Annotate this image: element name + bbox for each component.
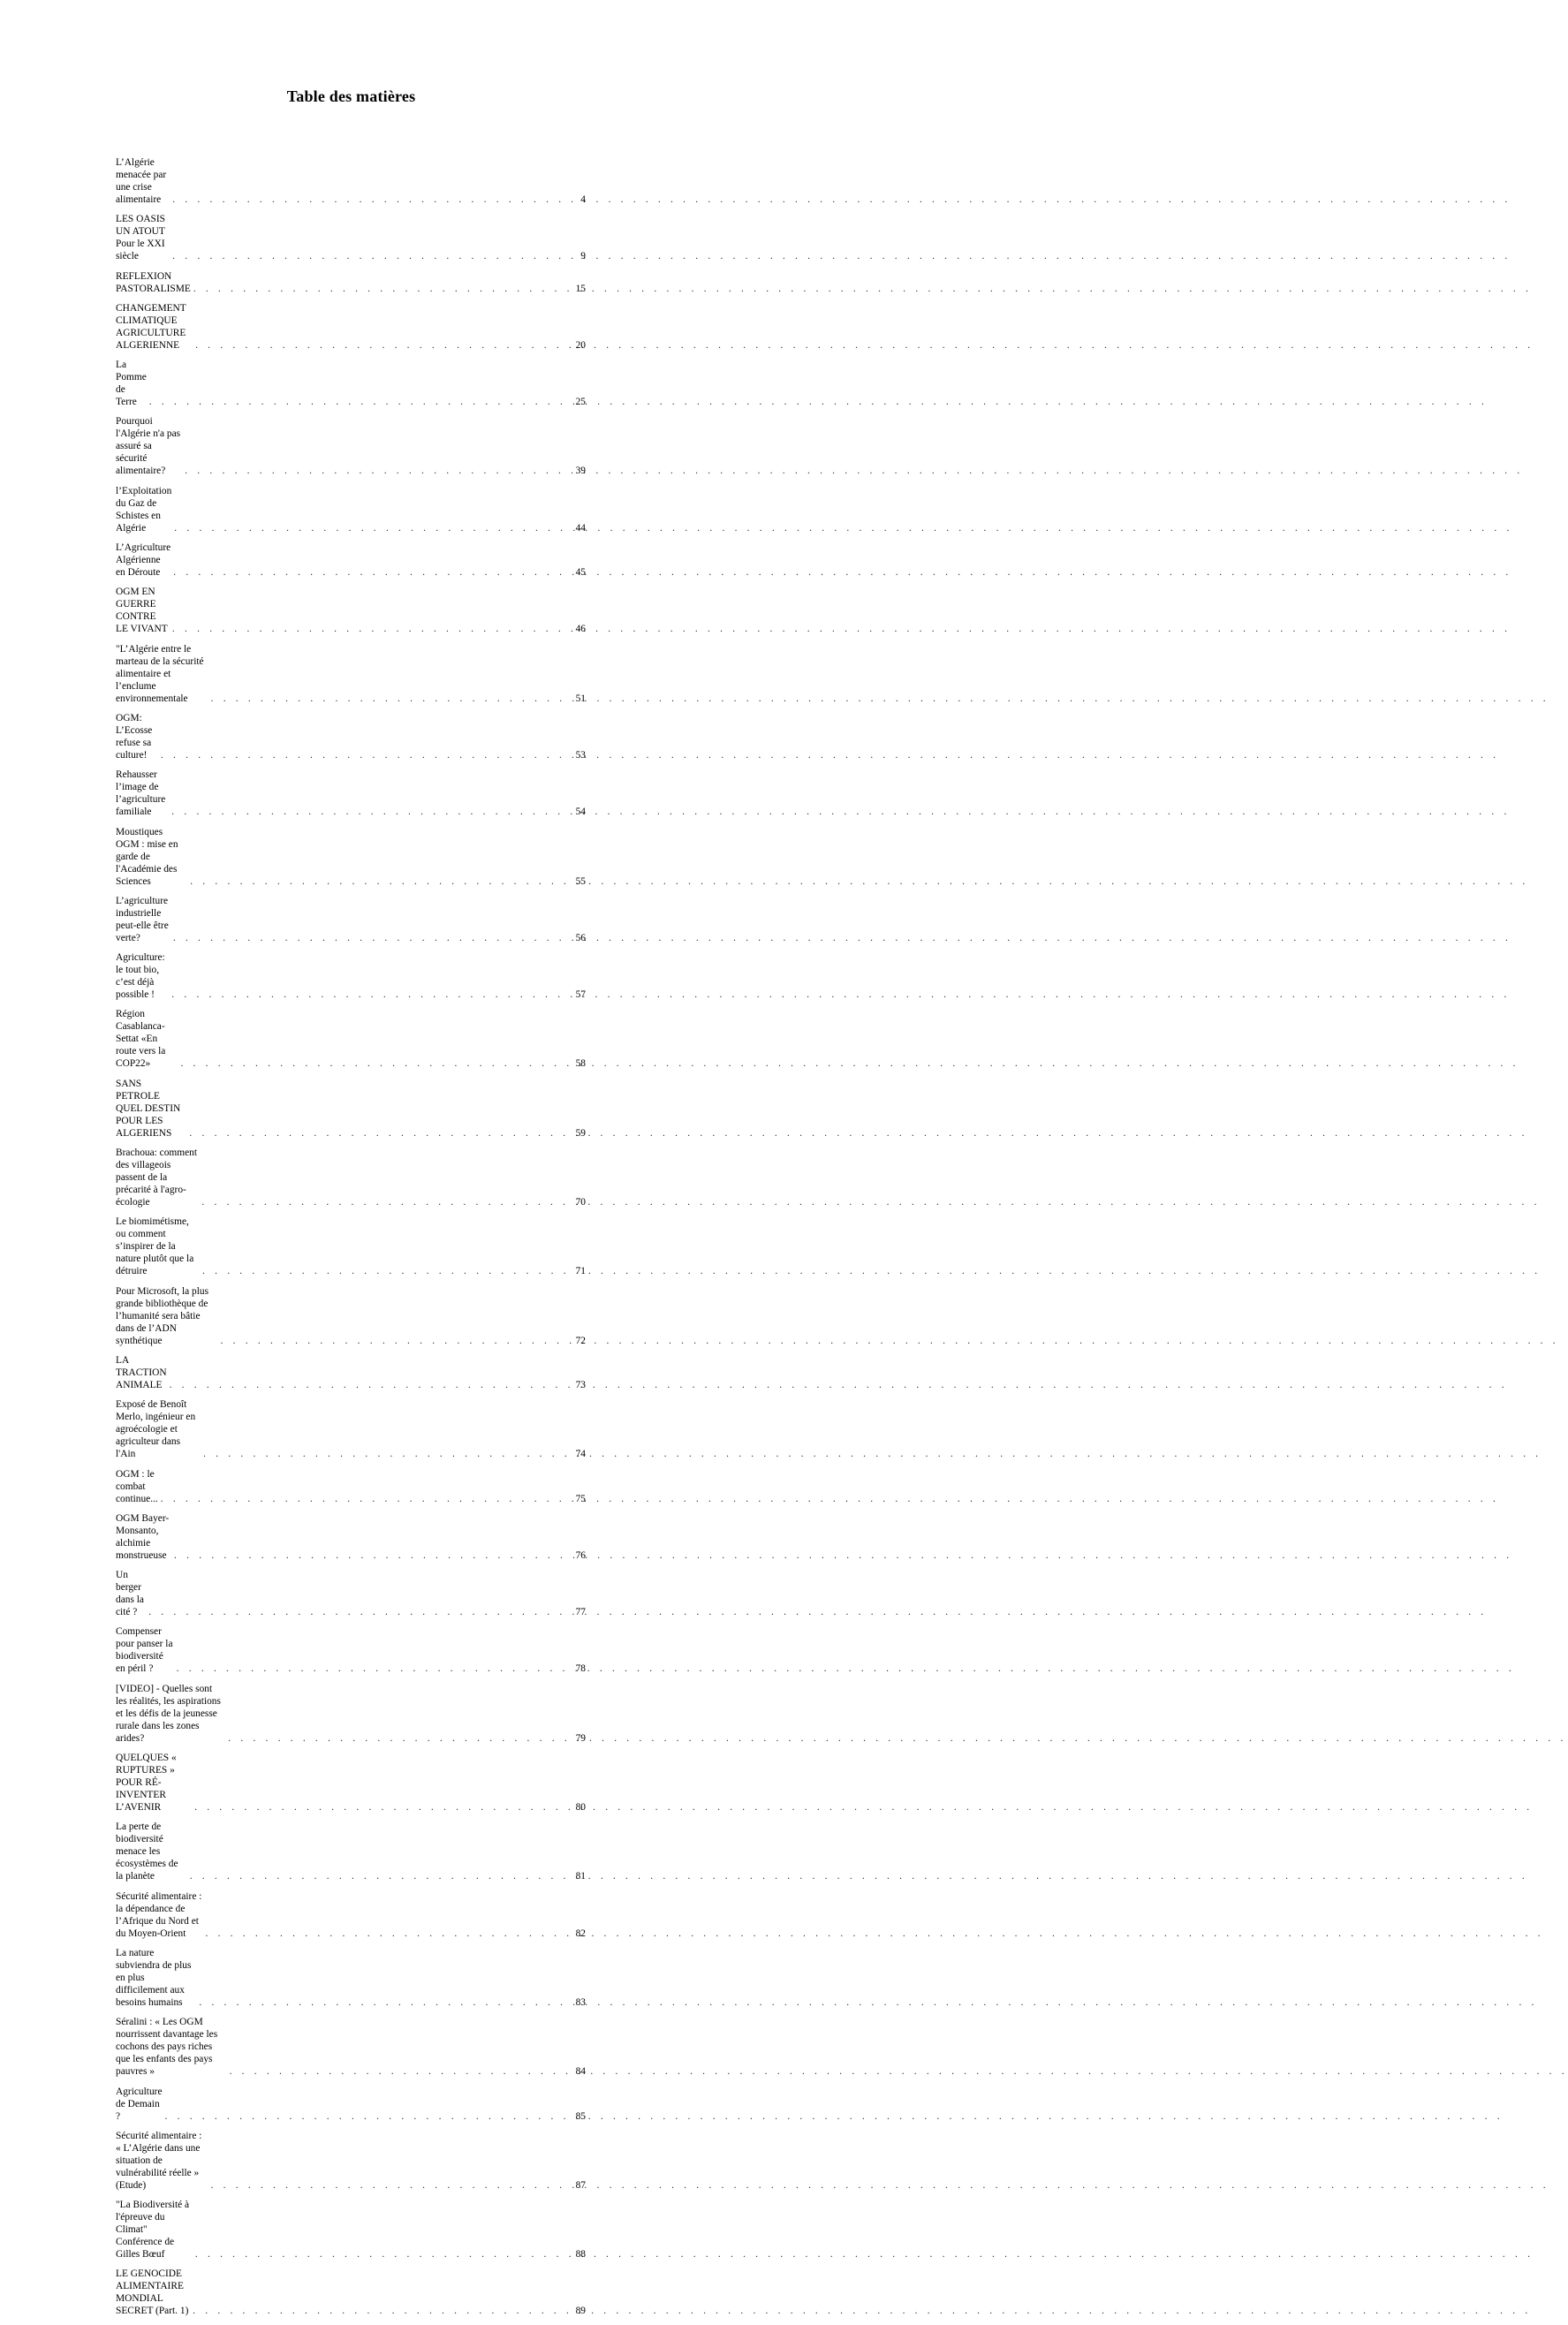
toc-entry-page: 45 bbox=[575, 567, 586, 579]
toc-entry-page: 76 bbox=[575, 1549, 586, 1561]
toc-entry-title: Sécurité alimentaire : « L’Algérie dans une situation de vulnérabilité réelle » (Etude) bbox=[116, 2130, 202, 2191]
toc-entry-title: LE GENOCIDE ALIMENTAIRE MONDIAL SECRET (Part. 1) bbox=[116, 2268, 189, 2317]
toc-entry-title: Séralini : « Les OGM nourrissent davantage les cochons des pays riches que les enfants des pays pauvres » bbox=[116, 2017, 218, 2078]
toc-entry-page: 79 bbox=[575, 1732, 586, 1744]
toc-entry-page: 73 bbox=[575, 1379, 586, 1390]
toc-entry[interactable] bbox=[116, 769, 586, 818]
toc-entry-title: L’Agriculture Algérienne en Déroute bbox=[116, 542, 171, 579]
toc-entry-title: Le biomimétisme, ou comment s’inspirer de la nature plutôt que la détruire bbox=[116, 1216, 194, 1277]
toc-entry-title: Agriculture: le tout bio, c’est déjà possible ! bbox=[116, 952, 165, 1001]
toc-leader-dots bbox=[200, 1265, 574, 1277]
toc-entry[interactable] bbox=[116, 156, 586, 206]
toc-entry[interactable] bbox=[116, 2086, 586, 2123]
toc-entry[interactable] bbox=[116, 1625, 586, 1675]
toc-leader-dots bbox=[169, 806, 573, 818]
toc-leader-dots bbox=[146, 1606, 573, 1618]
toc-leader-dots bbox=[171, 1549, 574, 1562]
toc-entry-title: OGM : le combat continue... bbox=[116, 1468, 158, 1504]
toc-leader-dots bbox=[174, 1662, 574, 1675]
toc-entry-page: 81 bbox=[575, 1871, 586, 1882]
toc-leader-dots bbox=[182, 465, 573, 477]
toc-entry-page: 85 bbox=[575, 2110, 586, 2122]
toc-entry-title: SANS PETROLE QUEL DESTIN POUR LES ALGERIENS bbox=[116, 1078, 181, 1139]
toc-entry-page: 15 bbox=[575, 283, 586, 294]
toc-entry-title: "La Biodiversité à l'épreuve du Climat" Conférence de Gilles Bœuf bbox=[116, 2200, 190, 2261]
toc-entry-title: OGM: L’Ecosse refuse sa culture! bbox=[116, 712, 153, 761]
toc-leader-dots bbox=[208, 693, 574, 705]
toc-entry-title: LES OASIS UN ATOUT Pour le XXI siècle bbox=[116, 214, 166, 262]
toc-leader-dots bbox=[167, 1379, 574, 1391]
toc-entry[interactable] bbox=[116, 1752, 586, 1814]
toc-leader-dots bbox=[170, 250, 579, 262]
toc-entry-title: La perte de biodiversité menace les écosystèmes de la planète bbox=[116, 1821, 178, 1882]
toc-leader-dots bbox=[169, 988, 573, 1001]
toc-entry-page: 89 bbox=[575, 2306, 586, 2317]
toc-entry-page: 80 bbox=[575, 1802, 586, 1814]
toc-entry[interactable] bbox=[116, 1947, 586, 2009]
toc-entry[interactable] bbox=[116, 302, 586, 352]
toc-entry[interactable] bbox=[116, 541, 586, 579]
toc-leader-dots bbox=[178, 1057, 573, 1070]
toc-entry-title: Agriculture de Demain ? bbox=[116, 2086, 163, 2122]
toc-entry-page: 72 bbox=[575, 1335, 586, 1346]
toc-entry[interactable] bbox=[116, 1285, 586, 1347]
table-of-contents bbox=[116, 156, 586, 2325]
toc-entry-title: Moustiques OGM : mise en garde de l'Académie des Sciences bbox=[116, 826, 178, 887]
toc-entry[interactable] bbox=[116, 1216, 586, 1277]
toc-entry-page: 87 bbox=[575, 2179, 586, 2191]
toc-leader-dots bbox=[199, 1196, 573, 1208]
toc-entry-page: 71 bbox=[575, 1266, 586, 1277]
toc-entry-page: 46 bbox=[575, 624, 586, 635]
toc-entry[interactable] bbox=[116, 1890, 586, 1940]
toc-entry[interactable] bbox=[116, 1821, 586, 1882]
toc-leader-dots bbox=[158, 749, 574, 761]
toc-entry-title: Exposé de Benoît Merlo, ingénieur en agroécologie et agriculteur dans l'Ain bbox=[116, 1399, 196, 1460]
toc-leader-dots bbox=[171, 522, 573, 534]
toc-leader-dots bbox=[170, 932, 574, 944]
toc-entry-title: La nature subviendra de plus en plus difficilement aux besoins humains bbox=[116, 1947, 192, 2008]
toc-entry-title: [VIDEO] - Quelles sont les réalités, les aspirations et les défis de la jeunesse rurale dans les zones arides? bbox=[116, 1683, 221, 1744]
toc-entry[interactable] bbox=[116, 359, 586, 408]
toc-entry[interactable] bbox=[116, 2199, 586, 2261]
toc-entry-title: REFLEXION PASTORALISME bbox=[116, 270, 191, 294]
toc-entry-title: Compenser pour panser la biodiversité en péril ? bbox=[116, 1626, 173, 1675]
toc-leader-dots bbox=[170, 623, 574, 635]
toc-entry-page: 75 bbox=[575, 1493, 586, 1504]
page-title: Table des matières bbox=[286, 87, 416, 105]
toc-entry[interactable] bbox=[116, 1468, 586, 1505]
toc-entry-page: 74 bbox=[575, 1449, 586, 1460]
toc-entry[interactable] bbox=[116, 270, 586, 295]
toc-entry[interactable] bbox=[116, 485, 586, 534]
toc-entry-title: OGM Bayer-Monsanto, alchimie monstrueuse bbox=[116, 1512, 170, 1561]
toc-entry-page: 88 bbox=[575, 2249, 586, 2261]
toc-entry-title: Brachoua: comment des villageois passent de la précarité à l'agro-écologie bbox=[116, 1147, 198, 1208]
toc-entry[interactable] bbox=[116, 895, 586, 944]
toc-entry-page: 82 bbox=[575, 1927, 586, 1939]
toc-leader-dots bbox=[193, 2248, 574, 2261]
toc-entry-page: 57 bbox=[575, 989, 586, 1001]
toc-leader-dots bbox=[192, 1801, 574, 1814]
toc-leader-dots bbox=[186, 1127, 573, 1140]
toc-leader-dots bbox=[218, 1335, 574, 1347]
toc-entry[interactable] bbox=[116, 826, 586, 888]
toc-entry-title: LA TRACTION ANIMALE bbox=[116, 1354, 167, 1390]
toc-entry[interactable] bbox=[116, 2268, 586, 2317]
toc-entry-title: CHANGEMENT CLIMATIQUE AGRICULTURE ALGERIENNE bbox=[116, 302, 186, 351]
toc-entry-title: Pour Microsoft, la plus grande bibliothèque de l’humanité sera bâtie dans de l’ADN synthétique bbox=[116, 1285, 209, 1346]
toc-entry[interactable] bbox=[116, 1512, 586, 1562]
toc-leader-dots bbox=[201, 1448, 574, 1460]
toc-leader-dots bbox=[170, 193, 579, 206]
toc-leader-dots bbox=[158, 1493, 574, 1505]
toc-entry-title: Pourquoi l'Algérie n'a pas assuré sa sécurité alimentaire? bbox=[116, 416, 181, 477]
toc-entry-page: 59 bbox=[575, 1127, 586, 1139]
toc-entry-page: 84 bbox=[575, 2066, 586, 2078]
toc-entry-title: Sécurité alimentaire : la dépendance de l’Afrique du Nord et du Moyen-Orient bbox=[116, 1890, 202, 1939]
toc-entry-page: 70 bbox=[575, 1197, 586, 1208]
toc-entry-page: 54 bbox=[575, 807, 586, 818]
toc-leader-dots bbox=[225, 1732, 573, 1745]
toc-leader-dots bbox=[193, 339, 574, 352]
toc-entry-page: 77 bbox=[575, 1607, 586, 1618]
toc-entry-page: 20 bbox=[575, 339, 586, 351]
toc-entry-page: 53 bbox=[575, 749, 586, 761]
toc-entry[interactable] bbox=[116, 1078, 586, 1140]
toc-leader-dots bbox=[202, 1927, 573, 1940]
toc-entry[interactable] bbox=[116, 1569, 586, 1618]
toc-leader-dots bbox=[196, 1996, 573, 2009]
toc-entry[interactable] bbox=[116, 1147, 586, 1208]
toc-entry-page: 4 bbox=[580, 194, 586, 205]
toc-entry[interactable] bbox=[116, 213, 586, 262]
toc-entry-page: 51 bbox=[575, 693, 586, 704]
toc-leader-dots bbox=[163, 2110, 574, 2123]
toc-leader-dots bbox=[147, 396, 574, 408]
toc-entry-page: 25 bbox=[575, 397, 586, 408]
toc-entry-title: QUELQUES « RUPTURES » POUR RÉ-INVENTER L’AVENIR bbox=[116, 1753, 177, 1814]
toc-entry-page: 58 bbox=[575, 1058, 586, 1070]
toc-entry-title: Région Casablanca-Settat «En route vers la COP22» bbox=[116, 1009, 166, 1070]
toc-entry-page: 78 bbox=[575, 1663, 586, 1675]
toc-entry[interactable] bbox=[116, 1683, 586, 1745]
toc-entry-page: 44 bbox=[575, 522, 586, 534]
toc-entry[interactable] bbox=[116, 951, 586, 1001]
toc-entry[interactable] bbox=[116, 2016, 586, 2078]
toc-leader-dots bbox=[227, 2065, 574, 2078]
toc-entry-title: Un berger dans la cité ? bbox=[116, 1570, 144, 1618]
toc-entry-title: "L’Algérie entre le marteau de la sécurité alimentaire et l’enclume environnementale bbox=[116, 643, 204, 704]
toc-entry-title: L’Algérie menacée par une crise alimentaire bbox=[116, 157, 167, 205]
toc-entry-page: 83 bbox=[575, 1996, 586, 2008]
toc-entry[interactable] bbox=[116, 586, 586, 635]
toc-entry-page: 56 bbox=[575, 932, 586, 943]
toc-leader-dots bbox=[191, 283, 574, 295]
toc-entry[interactable] bbox=[116, 712, 586, 761]
toc-entry-title: Rehausser l’image de l’agriculture familiale bbox=[116, 769, 166, 818]
toc-entry[interactable] bbox=[116, 1008, 586, 1070]
toc-entry[interactable] bbox=[116, 1398, 586, 1460]
toc-entry-page: 9 bbox=[580, 251, 586, 262]
toc-leader-dots bbox=[208, 2179, 574, 2192]
toc-leader-dots bbox=[187, 875, 573, 888]
toc-entry-title: OGM EN GUERRE CONTRE LE VIVANT bbox=[116, 587, 168, 635]
toc-leader-dots bbox=[170, 566, 573, 579]
toc-entry[interactable] bbox=[116, 415, 586, 477]
toc-entry-page: 39 bbox=[575, 466, 586, 477]
toc-entry-title: La Pomme de Terre bbox=[116, 360, 147, 408]
toc-leader-dots bbox=[187, 1870, 574, 1882]
toc-leader-dots bbox=[190, 2305, 573, 2317]
toc-entry[interactable] bbox=[116, 2130, 586, 2192]
toc-entry-title: l’Exploitation du Gaz de Schistes en Algérie bbox=[116, 485, 172, 534]
toc-entry[interactable] bbox=[116, 1354, 586, 1391]
toc-entry-page: 55 bbox=[575, 875, 586, 887]
toc-entry-title: L’agriculture industrielle peut-elle être verte? bbox=[116, 895, 169, 943]
toc-entry[interactable] bbox=[116, 643, 586, 705]
